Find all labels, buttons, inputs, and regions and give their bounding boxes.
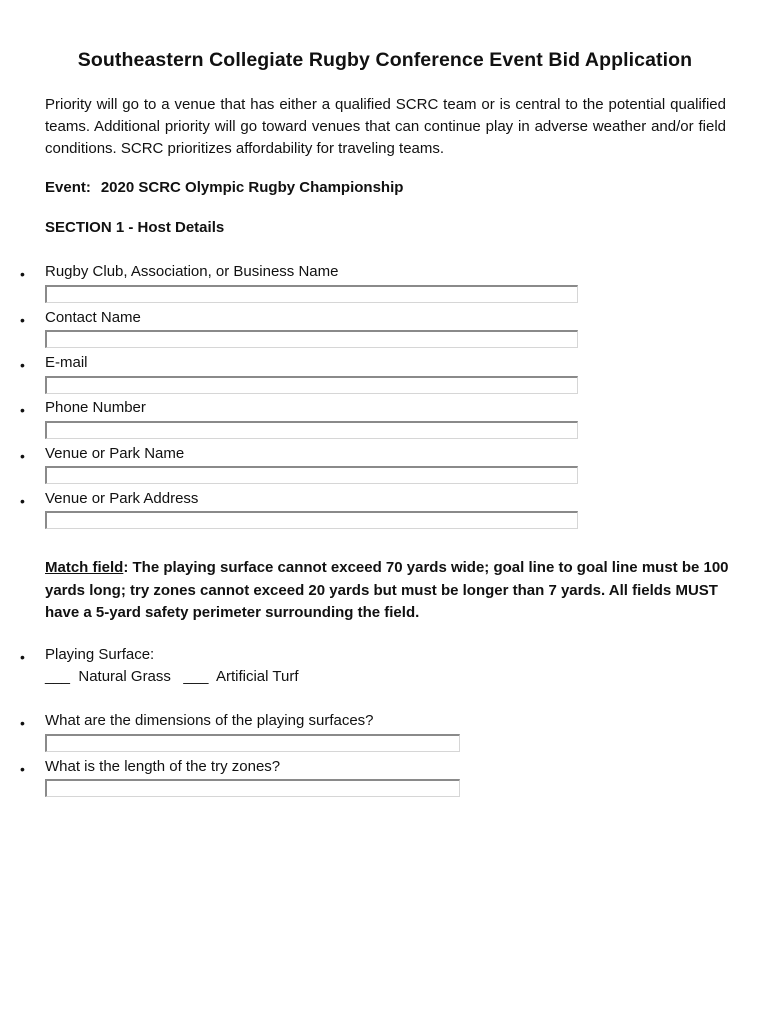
contact-name-label: Contact Name [45, 309, 141, 326]
bullet-icon: • [20, 266, 25, 282]
phone-number-label: Phone Number [45, 399, 146, 416]
natural-grass-label: Natural Grass [78, 668, 171, 685]
artificial-turf-label: Artificial Turf [215, 668, 299, 685]
playing-surface-options [45, 668, 298, 685]
event-label: Event: [45, 179, 91, 196]
bullet-icon: • [20, 448, 25, 464]
match-field-heading: Match field [45, 559, 124, 576]
dimensions-question-label: What are the dimensions of the playing surfaces? [45, 712, 374, 729]
bullet-icon: • [20, 402, 25, 418]
bullet-icon: • [20, 761, 25, 777]
bullet-icon: • [20, 715, 25, 731]
bullet-icon: • [20, 312, 25, 328]
page-title: Southeastern Collegiate Rugby Conference Event Bid Application [77, 49, 693, 71]
venue-address-label: Venue or Park Address [45, 490, 199, 507]
email-label: E-mail [45, 354, 88, 371]
dimensions-field[interactable] [45, 734, 460, 752]
venue-name-label: Venue or Park Name [45, 445, 185, 462]
try-zone-length-field[interactable] [45, 779, 460, 797]
email-field[interactable] [45, 376, 578, 394]
natural-grass-blank[interactable]: ___ [45, 668, 71, 685]
playing-surface-label: Playing Surface: [45, 646, 155, 663]
bullet-icon: • [20, 649, 25, 665]
event-value: 2020 SCRC Olympic Rugby Championship [100, 179, 404, 196]
intro-paragraph: Priority will go to a venue that has either a qualified SCRC team or is central to the potential qualified teams. Additional priority will go toward venues that can continue play in adverse weather and/or field conditions. SCRC prioritizes affordability for traveling teams. [45, 96, 726, 157]
artificial-turf-blank[interactable]: ___ [183, 668, 209, 685]
match-field-paragraph [45, 557, 735, 625]
club-name-field[interactable] [45, 285, 578, 303]
venue-address-field[interactable] [45, 511, 578, 529]
bullet-icon: • [20, 357, 25, 373]
match-field-text: : The playing surface cannot exceed 70 yards wide; goal line to goal line must be 100 yards long; try zones cannot exceed 20 yards but must be longer than 7 yards. All fields MUST have a 5-yard safety perimeter surrounding the field. [45, 559, 729, 621]
bullet-icon: • [20, 493, 25, 509]
event-line [45, 179, 403, 196]
try-zone-question-label: What is the length of the try zones? [45, 758, 281, 775]
club-name-label: Rugby Club, Association, or Business Name [45, 263, 339, 280]
contact-name-field[interactable] [45, 330, 578, 348]
phone-number-field[interactable] [45, 421, 578, 439]
section-1-heading: SECTION 1 - Host Details [45, 219, 225, 236]
venue-name-field[interactable] [45, 466, 578, 484]
